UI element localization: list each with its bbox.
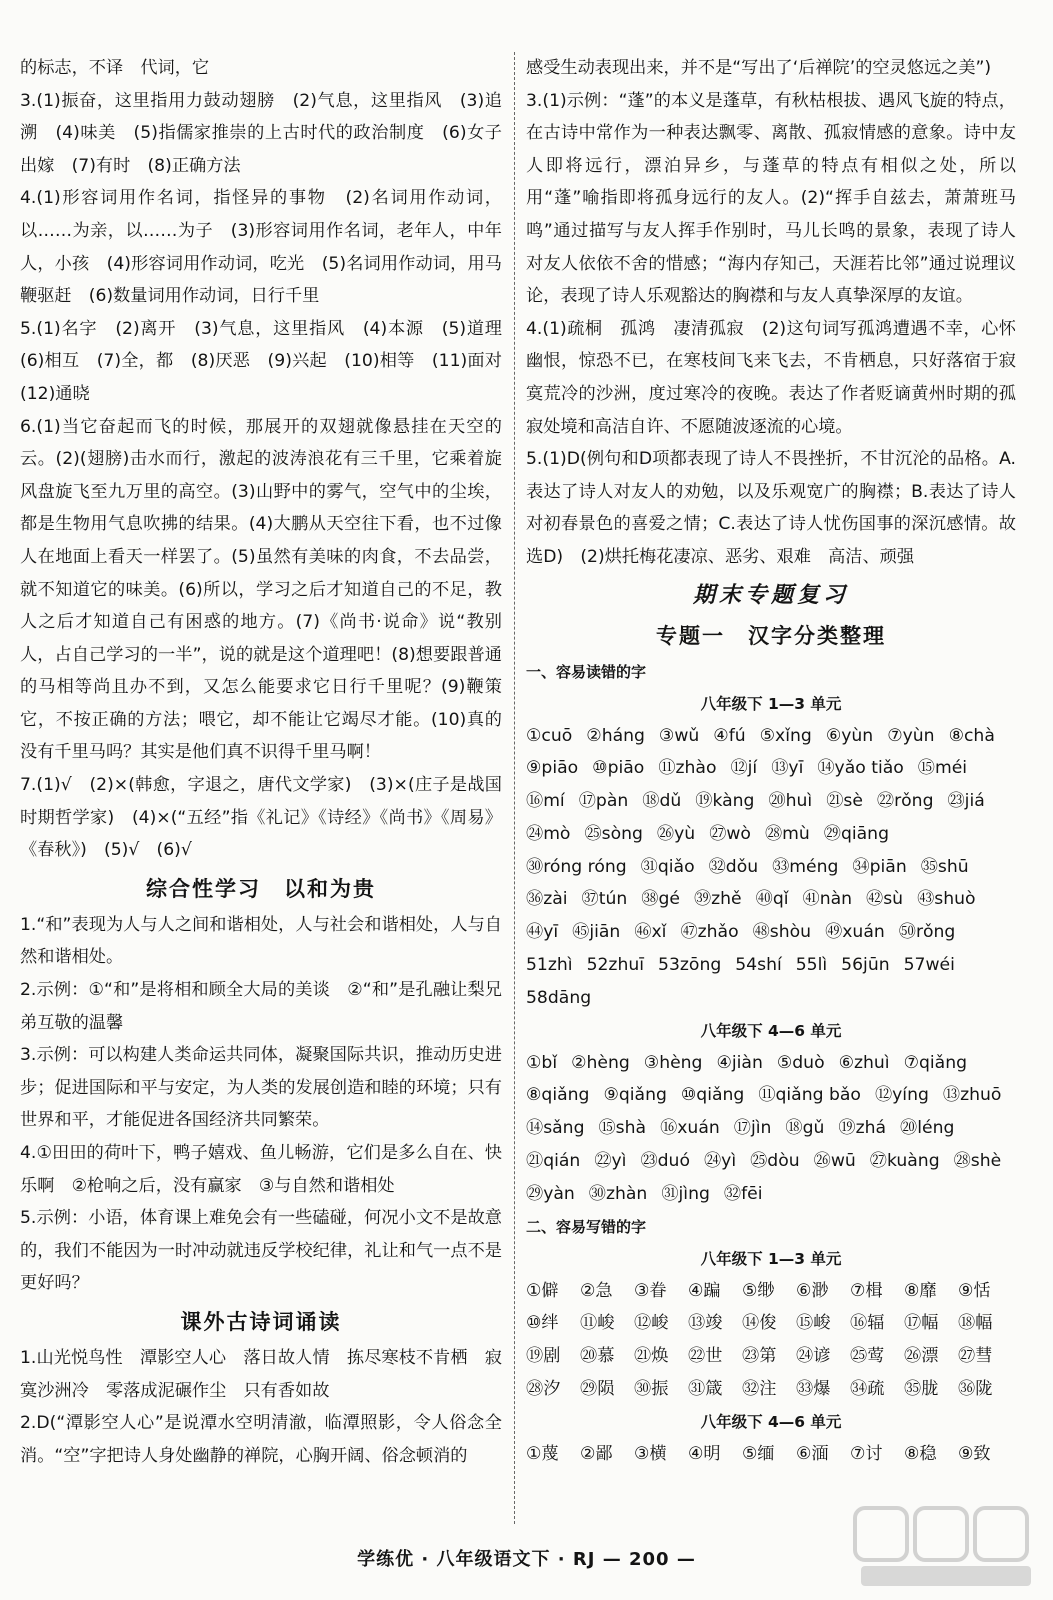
char-item: ㉕莺	[850, 1346, 885, 1367]
char-item: ㉔谚	[796, 1346, 831, 1367]
pinyin-item: 54shí	[735, 955, 782, 976]
pinyin-item: ㉓duó	[640, 1151, 690, 1172]
pinyin-item: ④jiàn	[716, 1052, 763, 1073]
pinyin-item: ⑫jí	[730, 758, 758, 779]
pinyin-item: ㉞piān	[852, 856, 907, 877]
pinyin-item: ㊲tún	[581, 889, 628, 910]
char-item: ⑨恬	[958, 1280, 991, 1301]
pinyin-item: ㉙qiāng	[823, 823, 889, 844]
pinyin-item: ⑨qiǎng	[603, 1085, 667, 1106]
pinyin-item: ⑪qiǎng bǎo	[758, 1085, 861, 1106]
answer-paragraph: 3.(1)振奋，这里指用力鼓动翅膀 (2)气息，这里指风 (3)追溯 (4)味美 (5)指儒家推崇的上古时代的政治制度 (6)女子出嫁 (7)有时 (8)正确方法	[20, 90, 502, 176]
pinyin-item: 52zhuī	[586, 955, 645, 976]
answer-paragraph: 7.(1)√ (2)×(韩愈，字退之，唐代文学家) (3)×(庄子是战国时期哲学家) (4)×(“五经”指《礼记》《诗经》《尚书》《周易》《春秋》) (5)√ (6)√	[20, 775, 502, 861]
char-item: ⑥湎	[796, 1443, 829, 1464]
pinyin-item: ㉝méng	[772, 856, 839, 877]
char-item: ④蹁	[688, 1280, 721, 1301]
char-item: ㉜注	[742, 1379, 777, 1400]
pinyin-item: ㉘mù	[764, 823, 810, 844]
pinyin-item: ⑩piāo	[592, 758, 645, 779]
pinyin-item: 58dāng	[526, 987, 592, 1008]
pinyin-item: 53zōng	[658, 955, 722, 976]
pinyin-item: ⑯mí	[526, 791, 565, 812]
char-item: ②急	[580, 1280, 613, 1301]
pinyin-item: ⑱gǔ	[785, 1118, 825, 1139]
pinyin-item: ㉓jiá	[947, 791, 985, 812]
answer-paragraph: 2.D(“潭影空人心”是说潭水空明清澈，临潭照影，令人俗念全消。“空”字把诗人身处幽静的禅院，心胸开阔、俗念顿消的	[20, 1413, 502, 1466]
pinyin-item: ②hèng	[571, 1052, 630, 1073]
pinyin-item: ⑲zhá	[838, 1118, 887, 1139]
section-title-final-review: 期末专题复习	[692, 582, 849, 608]
pinyin-item: ㉘shè	[953, 1151, 1002, 1172]
pinyin-item: ㉗wò	[709, 823, 751, 844]
answer-paragraph: 1.“和”表现为人与人之间和谐相处，人与社会和谐相处，人与自然和谐相处。	[20, 914, 502, 968]
char-item: ㉚振	[634, 1379, 669, 1400]
pinyin-item: ⑦yùn	[887, 725, 935, 746]
pinyin-item: ⑮shà	[598, 1118, 647, 1139]
heading-miswritten-chars: 二、容易写错的字	[526, 1217, 647, 1236]
pinyin-item: ㊼zhǎo	[680, 922, 739, 943]
pinyin-item: ㊽shòu	[752, 922, 812, 943]
char-item: ⑭俊	[742, 1313, 777, 1334]
heading-misread-chars: 一、容易读错的字	[526, 662, 647, 681]
section-title-harmony: 综合性学习 以和为贵	[146, 876, 376, 901]
char-item: ④明	[688, 1443, 721, 1464]
pinyin-item: ⑦qiǎng	[903, 1052, 968, 1073]
section-title-ancient-poems: 课外古诗词诵读	[180, 1309, 342, 1334]
pinyin-item: ㉗kuàng	[869, 1151, 940, 1172]
pinyin-item: 51zhì	[526, 955, 573, 976]
pinyin-item: 56jūn	[841, 955, 890, 976]
char-item: ③眷	[634, 1280, 667, 1301]
pinyin-item: ⑰pàn	[578, 791, 629, 812]
pinyin-item: ⑮méi	[917, 758, 968, 779]
answer-paragraph: 5.示例：小语，体育课上难免会有一些磕碰，何况小文不是故意的，我们不能因为一时冲动就违反学校纪律，礼让和气一点不是更好吗？	[20, 1208, 502, 1294]
pinyin-item: ⑨piāo	[526, 758, 579, 779]
pinyin-item: 57wéi	[903, 955, 955, 976]
pinyin-item: ⑬yī	[771, 758, 804, 779]
pinyin-item: ㊸shuò	[917, 889, 976, 910]
pinyin-item: ⑳huì	[768, 791, 813, 812]
char-item: ㉗彗	[958, 1346, 993, 1367]
char-item: ①蔑	[526, 1443, 559, 1464]
answer-paragraph: 6.(1)当它奋起而飞的时候，那展开的双翅就像悬挂在天空的云。(2)(翅膀)击水而行，激起的波涛浪花有三千里，它乘着旋风盘旋飞至九万里的高空。(3)山野中的雾气，空气中的尘埃，都是生物用气息吹拂的结果。(4)大鹏从天空往下看，也不过像人在地面上看天一样罢了。(5)虽然有美味的肉食，不去品尝，就不知道它的味美。(6)所以，学习之后才知道自己的不足，教人之后才知道自己有困惑的地方。(7)《尚书·说命》说“教别人，占自己学习的一半”，说的就是这个道理吧！(8)想要跟普通的马相等尚且办不到，又怎么能要求它日行千里呢？(9)鞭策它，不按正确的方法；喂它，却不能让它竭尽才能。(10)真的没有千里马吗？其实是他们真不识得千里马啊！	[20, 416, 502, 763]
grade-heading: 八年级下 1—3 单元	[700, 1249, 842, 1268]
pinyin-item: ④fú	[713, 725, 746, 746]
pinyin-item: ㊾xuán	[825, 922, 885, 943]
answer-paragraph: 5.(1)D(例句和D项都表现了诗人不畏挫折，不甘沉沦的品格。A.表达了诗人对友人的劝勉，以及乐观宽广的胸襟；B.表达了诗人对初春景色的喜爱之情；C.表达了诗人忧伤国事的深沉感情。故选D) (2)烘托梅花凄凉、恶劣、艰难 高洁、顽强	[526, 449, 1016, 567]
char-item: ⑨致	[958, 1443, 991, 1464]
char-item: ㉘汐	[526, 1379, 561, 1400]
pinyin-item: ㉕dòu	[750, 1151, 800, 1172]
pinyin-item: ㊹yī	[526, 922, 559, 943]
char-item: ⑮峻	[796, 1313, 831, 1334]
pinyin-item: ③wǔ	[658, 725, 700, 746]
pinyin-item: ⑭sǎng	[526, 1118, 585, 1139]
pinyin-item: ⑥yùn	[825, 725, 874, 746]
pinyin-item: ⑭yǎo tiǎo	[817, 758, 904, 779]
char-item: ⑧稳	[904, 1443, 937, 1464]
pinyin-item: ㉑qián	[526, 1151, 581, 1172]
char-item: ⑦讨	[850, 1443, 883, 1464]
pinyin-item: ㉕sòng	[584, 823, 643, 844]
char-item: ⑤缅	[742, 1443, 775, 1464]
column-divider	[514, 52, 515, 1524]
pinyin-item: ⑲kàng	[695, 791, 755, 812]
char-item: ⑱幅	[958, 1313, 993, 1334]
left-column	[20, 52, 520, 1472]
pinyin-item: ⑤xǐng	[759, 725, 812, 746]
pinyin-item: ㊴zhě	[693, 889, 742, 910]
pinyin-item: ⑤duò	[776, 1052, 825, 1073]
pinyin-item: ⑪zhào	[658, 758, 717, 779]
pinyin-item: ㉟shū	[920, 856, 969, 877]
pinyin-item: ㉜fēi	[723, 1183, 763, 1204]
char-item: ⑪峻	[580, 1313, 615, 1334]
pinyin-item: ㊺jiān	[572, 922, 621, 943]
pinyin-item: ㉒yì	[594, 1151, 627, 1172]
char-item: ②鄙	[580, 1443, 613, 1464]
char-item: ㉒世	[688, 1346, 723, 1367]
pinyin-item: ①bǐ	[526, 1052, 558, 1073]
char-item: ⑫峻	[634, 1313, 669, 1334]
char-item: ㉙陨	[580, 1379, 615, 1400]
char-item: ㉟胧	[904, 1379, 939, 1400]
char-item: ⑰幅	[904, 1313, 939, 1334]
grade-heading: 八年级下 4—6 单元	[700, 1021, 842, 1040]
pinyin-item: ㊳gé	[641, 889, 680, 910]
answer-paragraph: 5.(1)名字 (2)离开 (3)气息，这里指风 (4)本源 (5)道理 (6)相互 (7)全，都 (8)厌恶 (9)兴起 (10)相等 (11)面对 (12)通晓	[20, 318, 520, 404]
char-grid	[526, 1438, 1016, 1471]
char-item: ⑲剧	[526, 1346, 561, 1367]
pinyin-item: ㉙yàn	[526, 1183, 575, 1204]
pinyin-grid	[526, 1047, 1016, 1211]
answer-paragraph: 3.示例：可以构建人类命运共同体，凝聚国际共识，推动历史进步；促进国际和平与安定，为人类的发展创造和睦的环境；只有世界和平，才能促进各国经济共同繁荣。	[20, 1045, 502, 1131]
char-item: ㉝爆	[796, 1379, 831, 1400]
pinyin-item: ㊿rǒng	[898, 922, 956, 943]
answer-paragraph: 感受生动表现出来，并不是“写出了‘后禅院’的空灵悠远之美”)	[526, 58, 992, 78]
pinyin-item: ㉛qiǎo	[640, 856, 695, 877]
char-item: ⑳慕	[580, 1346, 615, 1367]
char-item: ㉑焕	[634, 1346, 669, 1367]
answer-paragraph: 3.(1)示例：“蓬”的本义是蓬草，有秋枯根拔、遇风飞旋的特点，在古诗中常作为一种表达飘零、离散、孤寂情感的意象。诗中友人即将远行，漂泊异乡，与蓬草的特点有相似之处，所以用“蓬”喻指即将孤身远行的友人。(2)“挥手自兹去，萧萧班马鸣”通过描写与友人挥手作别时，马儿长鸣的景象，表现了诗人对友人依依不舍的惜感；“海内存知己，天涯若比邻”通过说理议论，表现了诗人乐观豁达的胸襟和与友人真挚深厚的友谊。	[526, 90, 1016, 307]
answer-paragraph: 的标志，不译 代词，它	[20, 58, 210, 78]
pinyin-item: ㊻xǐ	[634, 922, 667, 943]
section-title-topic-one: 专题一 汉字分类整理	[656, 623, 886, 648]
pinyin-item: ㉖yù	[656, 823, 696, 844]
pinyin-item: ㉒rǒng	[876, 791, 934, 812]
page-footer: 学练优 · 八年级语文下 · RJ — 200 —	[357, 1549, 696, 1570]
pinyin-item: ⑩qiǎng	[680, 1085, 745, 1106]
answer-paragraph: 4.(1)形容词用作名词，指怪异的事物 (2)名词用作动词，以……为亲，以……为子 (3)形容词用作名词，老年人，中年人，小孩 (4)形容词用作动词，吃光 (5)名词用作动词，用马鞭驱赶 (6)数量词用作动词，日行千里	[20, 188, 502, 307]
pinyin-item: ㊶nàn	[802, 889, 853, 910]
right-column	[526, 52, 1016, 1471]
pinyin-item: ㊵qǐ	[755, 889, 789, 910]
pinyin-item: ㉔mò	[526, 823, 571, 844]
pinyin-item: ⑯xuán	[660, 1118, 720, 1139]
char-item: ⑯辐	[850, 1313, 885, 1334]
pinyin-item: ⑧chà	[948, 725, 995, 746]
pinyin-item: ⑳léng	[900, 1118, 955, 1139]
pinyin-item: ⑧qiǎng	[526, 1085, 590, 1106]
pinyin-item: ⑰jìn	[733, 1118, 772, 1139]
char-item: ⑬竣	[688, 1313, 723, 1334]
answer-paragraph: 4.①田田的荷叶下，鸭子嬉戏、鱼儿畅游，它们是多么自在、快乐啊 ②枪响之后，没有赢家 ③与自然和谐相处	[20, 1143, 502, 1196]
answer-paragraph: 2.示例：①“和”是将相和顾全大局的美谈 ②“和”是孔融让梨兄弟互敬的温馨	[20, 980, 502, 1033]
pinyin-item: ⑥zhuì	[838, 1052, 890, 1073]
char-item: ㉖漂	[904, 1346, 939, 1367]
grade-heading: 八年级下 4—6 单元	[700, 1412, 842, 1431]
char-grid	[526, 1275, 1016, 1406]
char-item: ㉛箴	[688, 1379, 723, 1400]
pinyin-item: ㉔yì	[703, 1151, 737, 1172]
pinyin-item: ②háng	[586, 725, 645, 746]
answer-paragraph: 4.(1)疏桐 孤鸿 凄清孤寂 (2)这句词写孤鸿遭遇不幸，心怀幽恨，惊恐不已，在寒枝间飞来飞去，不肯栖息，只好落宿于寂寞荒冷的沙洲，度过寒冷的夜晚。表达了作者贬谪黄州时期的孤寂处境和高洁自许、不愿随波逐流的心境。	[526, 318, 1016, 437]
char-item: ⑧靡	[904, 1280, 937, 1301]
char-item: ⑥渺	[796, 1280, 829, 1301]
pinyin-item: ㉜dǒu	[708, 856, 759, 877]
char-item: ㉓第	[742, 1346, 777, 1367]
pinyin-item: ㉚róng róng	[526, 856, 627, 877]
char-item: ⑦楫	[850, 1280, 883, 1301]
grade-heading: 八年级下 1—3 单元	[700, 694, 842, 713]
pinyin-item: ㉚zhàn	[588, 1183, 648, 1204]
char-item: ㊱陇	[958, 1379, 993, 1400]
watermark-logo	[851, 1500, 1041, 1590]
answer-paragraph: 1.山光悦鸟性 潭影空人心 落日故人情 拣尽寒枝不肯栖 寂寞沙洲冷 零落成泥碾作尘 只有香如故	[20, 1347, 502, 1401]
pinyin-item: ㉛jìng	[661, 1183, 710, 1204]
char-item: ⑤缈	[742, 1280, 775, 1301]
char-item: ㉞疏	[850, 1379, 885, 1400]
pinyin-item: 55lì	[795, 955, 828, 976]
char-item: ③横	[634, 1443, 667, 1464]
pinyin-item: ㉖wū	[813, 1151, 856, 1172]
pinyin-grid	[526, 720, 1016, 1015]
pinyin-item: ①cuō	[526, 725, 573, 746]
pinyin-item: ㊱zài	[526, 889, 568, 910]
pinyin-item: ⑱dǔ	[642, 791, 682, 812]
pinyin-item: ㊷sù	[866, 889, 904, 910]
char-item: ①僻	[526, 1280, 559, 1301]
pinyin-item: ⑬zhuō	[942, 1085, 1002, 1106]
pinyin-item: ⑫yíng	[874, 1085, 929, 1106]
pinyin-item: ③hèng	[643, 1052, 703, 1073]
pinyin-item: ㉑sè	[826, 791, 863, 812]
char-item: ⑩绊	[526, 1313, 559, 1334]
